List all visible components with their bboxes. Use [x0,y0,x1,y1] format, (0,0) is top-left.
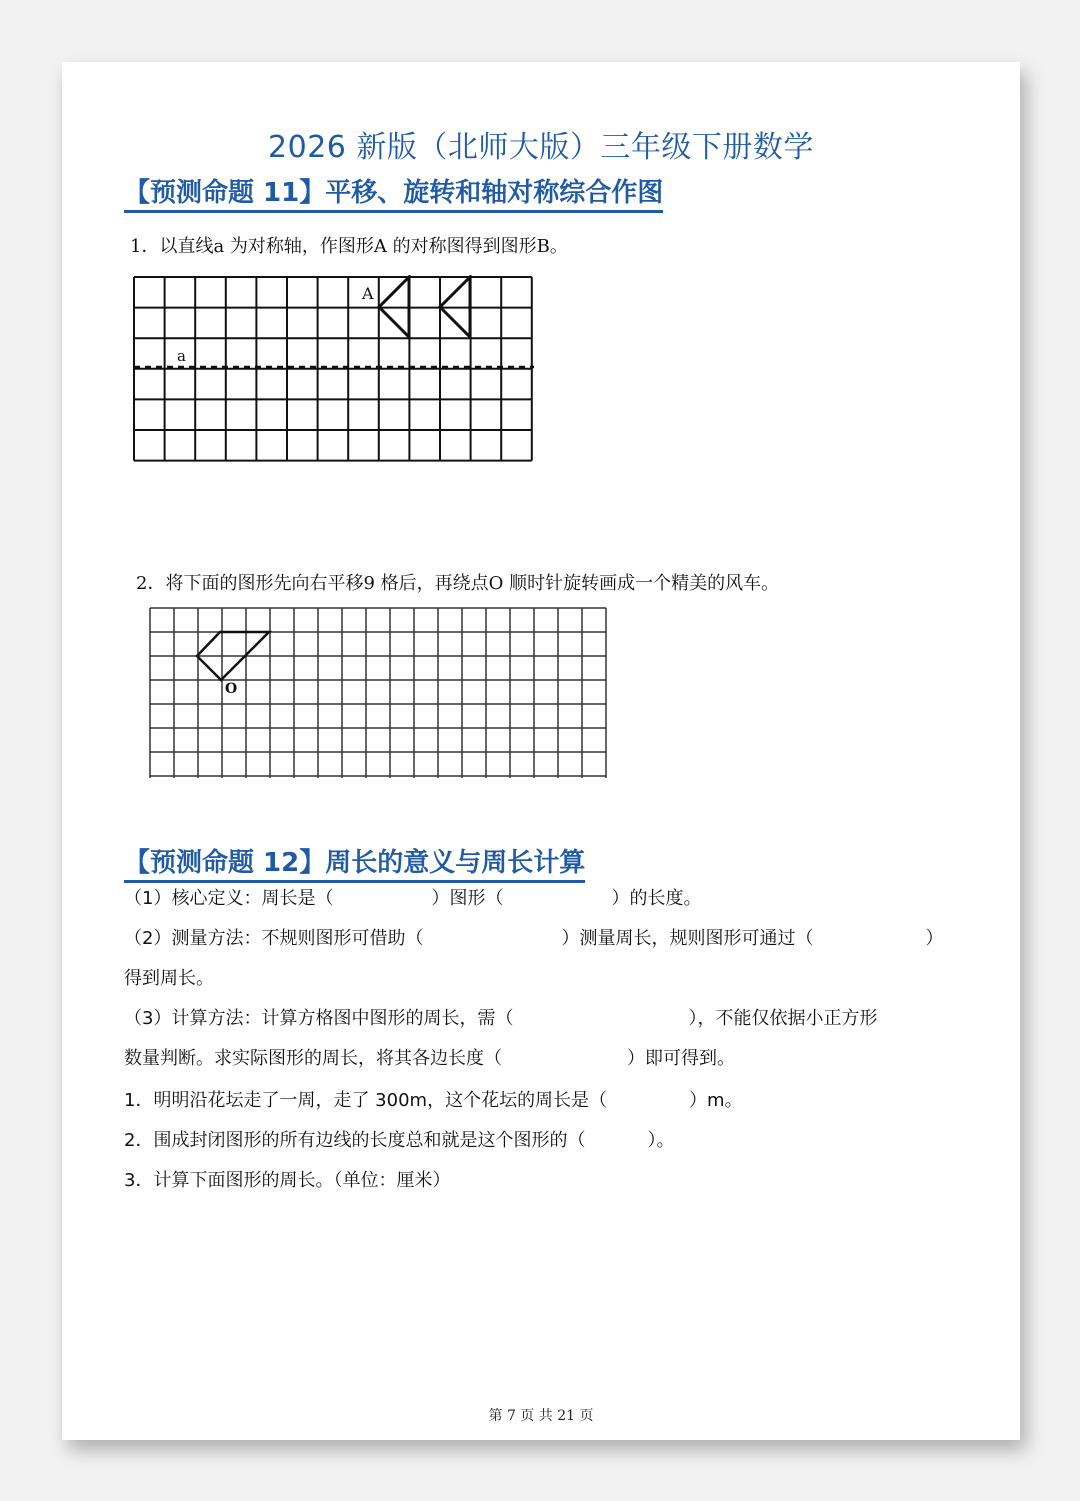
section-12-heading: 【预测命题 12】周长的意义与周长计算 [124,842,585,883]
measurement-part-c: ） [925,928,944,949]
page-footer: 第 7 页 共 21 页 [488,1408,594,1424]
document-title: 2026 新版（北师大版）三年级下册数学 [268,130,814,165]
definition-part-c: ）的长度。 [611,888,702,909]
windmill-grid-figure [148,606,608,778]
measurement-part-b: ）测量周长，规则图形可通过（ [561,928,814,949]
shape-a-label: A [362,284,374,303]
calculation-part-a: （3）计算方法：计算方格图中图形的周长，需（ [124,1008,514,1029]
calculation-line-cont [124,1044,735,1070]
document-page [62,62,1020,1440]
symmetry-grid-figure [132,275,536,491]
calculation-cont-part-a: 数量判断。求实际图形的周长，将其各边长度（ [124,1048,502,1069]
question-1-text: 1．以直线a 为对称轴，作图形A 的对称图得到图形B。 [130,236,568,257]
measurement-part-a: （2）测量方法：不规则图形可借助（ [124,928,424,949]
question-2-text: 2．将下面的图形先向右平移9 格后，再绕点O 顺时针旋转画成一个精美的风车。 [136,573,780,594]
definition-line [124,884,701,910]
measurement-line-cont: 得到周长。 [124,968,214,989]
measurement-line [124,924,943,950]
section-11-heading: 【预测命题 11】平移、旋转和轴对称综合作图 [124,172,663,213]
exercise-1-part-a: 1．明明沿花坛走了一周，走了 300m，这个花坛的周长是（ [124,1090,608,1111]
calculation-cont-part-b: ）即可得到。 [627,1048,735,1069]
exercise-1 [124,1086,743,1112]
exercise-2-part-a: 2．围成封闭图形的所有边线的长度总和就是这个图形的（ [124,1130,586,1151]
symmetry-grid [134,277,532,461]
definition-part-a: （1）核心定义：周长是（ [124,888,334,909]
calculation-line [124,1004,877,1030]
point-o-label: O [225,681,238,697]
calculation-part-b: ），不能仅依据小正方形 [688,1008,878,1029]
definition-part-b: ）图形（ [431,888,504,909]
exercise-2 [124,1126,674,1152]
axis-a-label: a [177,347,186,365]
exercise-3: 3．计算下面图形的周长。（单位：厘米） [124,1170,451,1191]
exercise-2-part-b: ）。 [647,1130,675,1151]
exercise-1-part-b: ）m。 [689,1090,743,1111]
